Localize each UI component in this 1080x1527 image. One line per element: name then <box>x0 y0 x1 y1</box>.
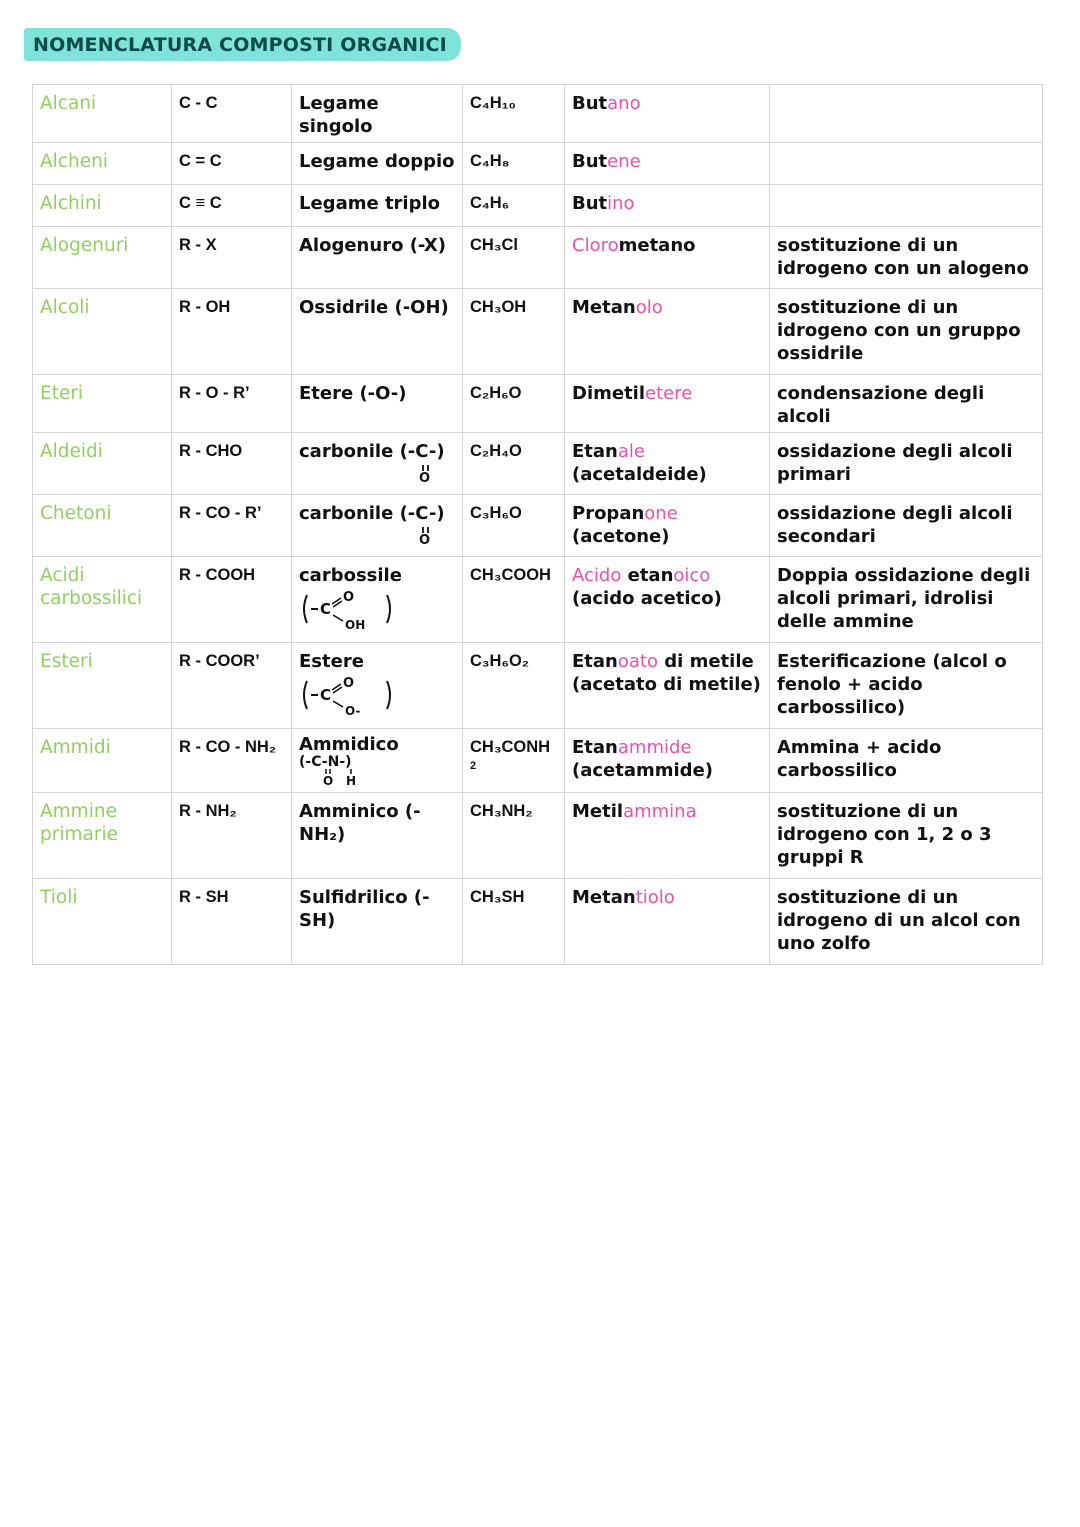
family-cell: Alogenuri <box>33 227 172 289</box>
group-label: carbonile (-C-) <box>299 441 445 462</box>
functional-group-cell <box>292 433 463 495</box>
description-cell: Doppia ossidazione degli alcoli primari, idrolisi delle ammine <box>770 557 1043 643</box>
molecular-formula-cell: CH₃SH <box>463 879 565 965</box>
carbonyl-double-bond-icon <box>299 465 449 483</box>
ester-oxygen-label: O- <box>345 704 361 718</box>
example-name-cell: Metantiolo <box>565 879 770 965</box>
description-cell: sostituzione di un idrogeno con un alogeno <box>770 227 1043 289</box>
family-cell: Alchini <box>33 185 172 227</box>
table-row <box>33 375 1043 433</box>
example-name-cell: Clorometano <box>565 227 770 289</box>
table-row <box>33 227 1043 289</box>
example-name-cell: Butene <box>565 143 770 185</box>
family-cell: Chetoni <box>33 495 172 557</box>
table-row <box>33 557 1043 643</box>
example-name-cell: Butino <box>565 185 770 227</box>
group-label: carbonile (-C-) <box>299 503 445 524</box>
molecular-formula-cell: C₂H₆O <box>463 375 565 433</box>
example-name-cell: Dimetiletere <box>565 375 770 433</box>
oxygen-label: O <box>343 590 355 605</box>
amide-hydrogen-label: H <box>346 774 357 788</box>
general-formula-cell: R - CO - R’ <box>172 495 292 557</box>
oxygen-label: O <box>343 676 355 691</box>
general-formula-cell: R - CHO <box>172 433 292 495</box>
description-cell <box>770 185 1043 227</box>
family-cell: Alcheni <box>33 143 172 185</box>
functional-group-cell <box>292 495 463 557</box>
functional-group-cell: Sulfidrilico (-SH) <box>292 879 463 965</box>
table-row <box>33 85 1043 143</box>
general-formula-cell: C = C <box>172 143 292 185</box>
amide-chain-label: (-C-N-) <box>299 754 352 770</box>
table-row <box>33 495 1043 557</box>
description-cell: condensazione degli alcoli <box>770 375 1043 433</box>
amide-structure-icon <box>299 754 409 788</box>
molecular-formula-cell: CH₃CONH 2 <box>463 729 565 793</box>
general-formula-cell: C - C <box>172 85 292 143</box>
functional-group-cell: Etere (-O-) <box>292 375 463 433</box>
ester-structure-icon <box>299 675 409 719</box>
family-cell: Tioli <box>33 879 172 965</box>
functional-group-cell <box>292 729 463 793</box>
oxygen-label: O <box>419 533 431 545</box>
general-formula-cell: C ≡ C <box>172 185 292 227</box>
table-row <box>33 879 1043 965</box>
table-row <box>33 433 1043 495</box>
functional-group-cell: Alogenuro (-X) <box>292 227 463 289</box>
functional-group-cell: Ossidrile (-OH) <box>292 289 463 375</box>
family-cell: Eteri <box>33 375 172 433</box>
example-name-cell: Etanale (acetaldeide) <box>565 433 770 495</box>
functional-group-cell: Legame singolo <box>292 85 463 143</box>
family-cell: Alcoli <box>33 289 172 375</box>
family-cell: Acidi carbossilici <box>33 557 172 643</box>
example-name-cell: Butano <box>565 85 770 143</box>
general-formula-cell: R - SH <box>172 879 292 965</box>
family-cell: Ammidi <box>33 729 172 793</box>
title-highlight <box>24 28 461 61</box>
functional-group-cell <box>292 557 463 643</box>
molecular-formula-cell: C₄H₁₀ <box>463 85 565 143</box>
family-cell: Aldeidi <box>33 433 172 495</box>
functional-group-cell: Legame triplo <box>292 185 463 227</box>
molecular-formula-cell: C₄H₆ <box>463 185 565 227</box>
description-cell: ossidazione degli alcoli secondari <box>770 495 1043 557</box>
carboxyl-structure-icon <box>299 589 409 633</box>
general-formula-cell: R - COOH <box>172 557 292 643</box>
description-cell: sostituzione di un idrogeno con un gruppo ossidrile <box>770 289 1043 375</box>
carbonyl-double-bond-icon <box>299 527 449 545</box>
svg-text:C: C <box>320 686 332 704</box>
molecular-formula-cell: C₃H₆O₂ <box>463 643 565 729</box>
description-cell: sostituzione di un idrogeno di un alcol con uno zolfo <box>770 879 1043 965</box>
description-cell: ossidazione degli alcoli primari <box>770 433 1043 495</box>
functional-group-cell: Amminico (-NH₂) <box>292 793 463 879</box>
group-label: Ammidico <box>299 734 399 755</box>
example-name-cell: Metanolo <box>565 289 770 375</box>
functional-group-cell: Legame doppio <box>292 143 463 185</box>
group-label: Estere <box>299 651 364 672</box>
molecular-formula-cell: CH₃COOH <box>463 557 565 643</box>
group-label: carbossile <box>299 565 402 586</box>
molecular-formula-cell: CH₃Cl <box>463 227 565 289</box>
general-formula-cell: R - O - R’ <box>172 375 292 433</box>
general-formula-cell: R - OH <box>172 289 292 375</box>
example-name-cell: Propanone (acetone) <box>565 495 770 557</box>
example-name-cell: Etanoato di metile (acetato di metile) <box>565 643 770 729</box>
table-row <box>33 729 1043 793</box>
description-cell: sostituzione di un idrogeno con 1, 2 o 3 gruppi R <box>770 793 1043 879</box>
example-name-cell: Etanammide (acetammide) <box>565 729 770 793</box>
page-title: NOMENCLATURA COMPOSTI ORGANICI <box>24 28 461 61</box>
description-cell: Esterificazione (alcol o fenolo + acido carbossilico) <box>770 643 1043 729</box>
molecular-formula-cell: CH₃OH <box>463 289 565 375</box>
description-cell <box>770 85 1043 143</box>
svg-text:C: C <box>320 600 332 618</box>
table-row <box>33 643 1043 729</box>
functional-group-cell <box>292 643 463 729</box>
table-row <box>33 289 1043 375</box>
family-cell: Esteri <box>33 643 172 729</box>
example-name-cell: Acido etanoico (acido acetico) <box>565 557 770 643</box>
example-name-cell: Metilammina <box>565 793 770 879</box>
general-formula-cell: R - COOR’ <box>172 643 292 729</box>
molecular-formula-cell: C₂H₄O <box>463 433 565 495</box>
molecular-formula-cell: C₃H₆O <box>463 495 565 557</box>
hydroxyl-label: OH <box>345 618 366 632</box>
molecular-formula-cell: CH₃NH₂ <box>463 793 565 879</box>
general-formula-cell: R - CO - NH₂ <box>172 729 292 793</box>
table-row <box>33 143 1043 185</box>
amide-oxygen-label: O <box>323 774 334 788</box>
oxygen-label: O <box>419 471 431 483</box>
description-cell <box>770 143 1043 185</box>
description-cell: Ammina + acido carbossilico <box>770 729 1043 793</box>
molecular-formula-cell: C₄H₈ <box>463 143 565 185</box>
family-cell: Alcani <box>33 85 172 143</box>
nomenclature-table <box>32 84 1043 965</box>
family-cell: Ammine primarie <box>33 793 172 879</box>
general-formula-cell: R - X <box>172 227 292 289</box>
table-row <box>33 185 1043 227</box>
general-formula-cell: R - NH₂ <box>172 793 292 879</box>
table-row <box>33 793 1043 879</box>
